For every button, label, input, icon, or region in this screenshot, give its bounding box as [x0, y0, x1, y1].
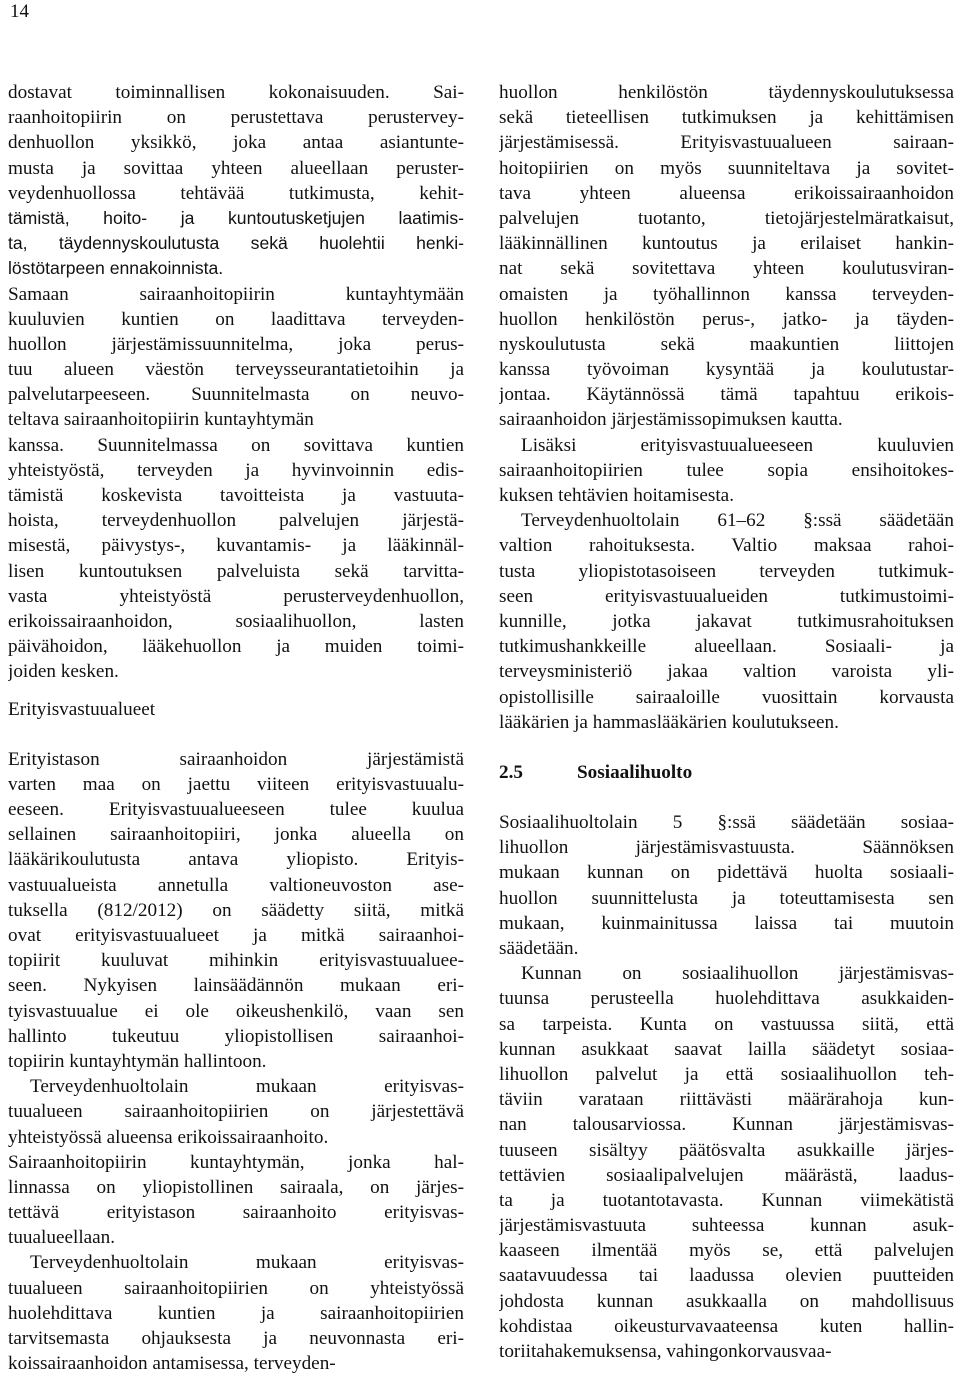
text-line: löstötarpeen ennakoinnista.	[8, 258, 224, 279]
text-line: nan talousarviossa. Kunnan järjestämisvas-	[499, 1114, 954, 1136]
text-line: tämistä koskevista tavoitteista ja vastuuta-	[8, 485, 464, 506]
text-line: tämistä, hoito- ja kuntoutusketjujen laatimis-	[8, 207, 464, 228]
text-line: veydenhuollossa tehtävää tutkimusta, kehit-	[8, 182, 464, 204]
left-column	[8, 80, 464, 1376]
right-column-paragraphs	[499, 80, 954, 735]
text-line: huolehdittava kuntien ja sairaanhoitopiirien	[8, 1302, 464, 1324]
text-line: kaaseen ilmentää myös se, että palvelujen	[499, 1240, 954, 1262]
text-line: johdosta kunnan asukkaalla on mahdollisuus	[499, 1290, 954, 1312]
text-line: kanssa työvoiman kysyntää ja koulutustar-	[499, 359, 954, 381]
text-line: misestä, päivystys-, kuvantamis- ja lääkinnäl-	[8, 535, 464, 557]
text-line: yhteistyössä alueensa erikoissairaanhoito.	[8, 1126, 329, 1148]
text-line: ta, täydennyskoulutusta sekä huolehtii henki-	[8, 233, 464, 254]
right-column	[499, 80, 954, 1364]
text-line: ovat erityisvastuualueet ja mitkä sairaanhoi-	[8, 925, 464, 946]
text-line: hoista, terveydenhuollon palvelujen järjestä-	[8, 510, 464, 532]
text-line: palvelujen tuotanto, tietojärjestelmäratkaisut,	[499, 207, 954, 229]
text-line: huollon suunnittelusta ja toteuttamisesta sen	[499, 887, 954, 909]
text-line: eeseen. Erityisvastuualueeseen tulee kuulua	[8, 799, 464, 821]
text-line: lihuollon järjestämisvastuusta. Säännöksen	[499, 837, 954, 859]
text-line: täviin varataan riittävästi määrärahoja kun-	[499, 1089, 954, 1111]
text-line: Lisäksi erityisvastuualueeseen kuuluvien	[521, 434, 954, 456]
text-line: lääkärien ja hammaslääkärien koulutukseen.	[499, 711, 839, 733]
text-line: saatavuudessa tai laadussa olevien puutteiden	[499, 1265, 954, 1287]
text-line: dostavat toiminnallisen kokonaisuuden. Sai-	[8, 82, 464, 103]
text-line: tettävä erityistason sairaanhoito erityisvas-	[8, 1202, 464, 1224]
text-line: tava yhteen alueensa erikoissairaanhoidon	[499, 182, 954, 204]
text-line: vasta yhteistyöstä perusterveydenhuollon,	[8, 585, 464, 607]
text-line: Sosiaalihuoltolain 5 §:ssä säädetään sosiaa-	[499, 812, 954, 834]
text-line: Terveydenhuoltolain mukaan erityisvas-	[30, 1076, 464, 1098]
text-line: sellainen sairaanhoitopiiri, jonka alueella on	[8, 824, 464, 846]
text-line: tyisvastuualue ei ole oikeushenkilö, vaan sen	[8, 1000, 464, 1022]
text-line: hoitopiirien on myös suunniteltava ja sovitet-	[499, 157, 954, 179]
text-line: järjestämisvastuuta suhteessa kunnan asuk-	[499, 1215, 954, 1237]
text-line: kunnan asukkaat saavat lailla säädetyt sosiaa-	[499, 1038, 954, 1060]
text-line: kanssa. Suunnitelmassa on sovittava kuntien	[8, 434, 464, 456]
text-line: teltava sairaanhoitopiirin kuntayhtymän	[8, 409, 314, 431]
text-line: seen. Nykyisen lainsäädännön mukaan eri-	[8, 975, 464, 997]
text-line: opistollisille sairaaloille vuosittain korvausta	[499, 686, 954, 708]
text-line: nyskoulutusta sekä maakuntien liittojen	[499, 333, 954, 355]
text-line: sekä tieteellisen tutkimuksen ja kehittämisen	[499, 107, 954, 129]
text-line: tarvitsemasta ohjauksesta ja neuvonnasta eri-	[8, 1328, 464, 1349]
text-line: omaisten ja työhallinnon kanssa terveyden-	[499, 283, 954, 305]
section-number: 2.5	[499, 761, 523, 783]
text-line: tusta yliopistotasoiseen terveyden tutkimuk-	[499, 560, 954, 582]
text-line: sairaanhoidon järjestämissopimuksen kautta.	[499, 409, 843, 431]
page-number: 14	[10, 1, 29, 22]
text-line: kuksen tehtävien hoitamisesta.	[499, 485, 734, 506]
left-column-paragraphs	[8, 80, 464, 685]
left-column-paragraphs-2	[8, 747, 464, 1377]
text-line: säädetään.	[499, 938, 579, 959]
text-line: topiirin kuntayhtymän hallintoon.	[8, 1050, 267, 1072]
text-line: musta ja sovittaa yhteen alueellaan peruster-	[8, 157, 464, 179]
text-line: tuuseen sisältyy päätösvalta asukkaille järjes-	[499, 1139, 954, 1161]
text-line: hallinto tukeutuu yliopistollisen sairaanhoi-	[8, 1025, 464, 1047]
text-line: huollon henkilöstön perus-, jatko- ja täyden-	[499, 308, 954, 330]
text-line: tuualueen sairaanhoitopiirien on yhteistyössä	[8, 1277, 464, 1299]
text-line: erikoissairaanhoidon, sosiaalihuollon, lasten	[8, 610, 464, 632]
text-line: nat sekä sovitettava yhteen koulutusviran-	[499, 258, 954, 280]
text-line: sairaanhoitopiirien tulee sopia ensihoitokes-	[499, 459, 954, 481]
text-line: Sairaanhoitopiirin kuntayhtymän, jonka hal-	[8, 1151, 464, 1173]
text-line: terveysministeriö jakaa valtion varoista yli-	[499, 661, 954, 683]
text-line: tettävien sosiaalipalvelujen määrästä, laadus-	[499, 1164, 954, 1186]
text-line: lihuollon palvelut ja että sosiaalihuollon teh-	[499, 1063, 954, 1085]
text-line: Terveydenhuoltolain mukaan erityisvas-	[30, 1252, 464, 1274]
text-line: jontaa. Käytännössä tämä tapahtuu erikois-	[499, 384, 954, 406]
text-line: linnassa on yliopistollinen sairaala, on järjes-	[8, 1176, 464, 1198]
text-line: denhuollon yksikkö, joka antaa asiantunte-	[8, 132, 464, 154]
section-title: Sosiaalihuolto	[577, 761, 693, 783]
text-line: tuualueellaan.	[8, 1227, 116, 1249]
text-line: lääkinnällinen kuntoutus ja erilaiset hankin-	[499, 233, 954, 255]
text-line: mukaan kunnan on pidettävä huolta sosiaali-	[499, 862, 954, 884]
text-line: Kunnan on sosiaalihuollon järjestämisvas-	[521, 963, 954, 985]
text-line: tutkimushankkeille alueellaan. Sosiaali- ja	[499, 636, 954, 658]
text-line: mukaan, kuinmainitussa laissa tai muutoin	[499, 912, 954, 934]
text-line: järjestämisessä. Erityisvastuualueen sairaan-	[499, 132, 954, 154]
text-line: varten maa on jaettu viiteen erityisvastuualu-	[8, 773, 464, 795]
text-line: koissairaanhoidon antamisessa, terveyden-	[8, 1353, 336, 1375]
text-line: joiden kesken.	[8, 661, 119, 683]
text-line: tuunsa perusteella huolehdittava asukkaiden-	[499, 988, 954, 1010]
text-line: tuualueen sairaanhoitopiirien on järjestettävä	[8, 1101, 464, 1123]
text-line: Samaan sairaanhoitopiirin kuntayhtymään	[8, 283, 464, 305]
text-line: toriitahakemuksensa, vahingonkorvausvaa-	[499, 1341, 832, 1362]
section-heading-erityisvastuualueet: Erityisvastuualueet	[8, 698, 156, 720]
text-line: tuu alueen väestön terveysseurantatietoihin ja	[8, 359, 464, 381]
text-line: palvelutarpeeseen. Suunnitelmasta on neuvo-	[8, 384, 464, 406]
text-line: vastuualueista annetulla valtioneuvoston ase-	[8, 874, 464, 896]
text-line: kuuluvien kuntien on laadittava terveyden-	[8, 308, 464, 330]
text-line: päivähoidon, lääkehuollon ja muiden toimi-	[8, 636, 464, 658]
text-line: lääkärikoulutusta antava yliopisto. Erityis-	[8, 849, 464, 871]
text-line: huollon järjestämissuunnitelma, joka perus-	[8, 333, 464, 355]
text-line: yhteistyöstä, terveyden ja hyvinvoinnin edis-	[8, 459, 464, 481]
text-line: kohdistaa oikeusturvavaateensa kuten hallin-	[499, 1315, 954, 1337]
section-heading-sosiaalihuolto	[499, 760, 954, 785]
text-line: ta ja tuotantotavasta. Kunnan viimekätistä	[499, 1189, 954, 1211]
text-line: sa tarpeista. Kunta on vastuussa siitä, että	[499, 1013, 954, 1035]
text-line: Terveydenhuoltolain 61–62 §:ssä säädetään	[521, 510, 954, 532]
text-line: valtion rahoituksesta. Valtio maksaa rahoi-	[499, 535, 954, 557]
text-line: topiirit kuuluvat mihinkin erityisvastuualuee-	[8, 950, 464, 972]
text-line: seen erityisvastuualueiden tutkimustoimi-	[499, 585, 954, 607]
text-line: huollon henkilöstön täydennyskoulutuksessa	[499, 82, 954, 103]
text-line: kunnille, jotka jakavat tutkimusrahoituksen	[499, 610, 954, 632]
text-line: lisen kuntoutuksen palveluista sekä tarvitta-	[8, 560, 464, 582]
text-line: raanhoitopiirin on perustettava perustervey-	[8, 107, 464, 129]
text-line: Erityistason sairaanhoidon järjestämistä	[8, 748, 464, 770]
text-line: tuksella (812/2012) on säädetty siitä, mitkä	[8, 899, 464, 921]
right-column-paragraphs-2	[499, 810, 954, 1364]
